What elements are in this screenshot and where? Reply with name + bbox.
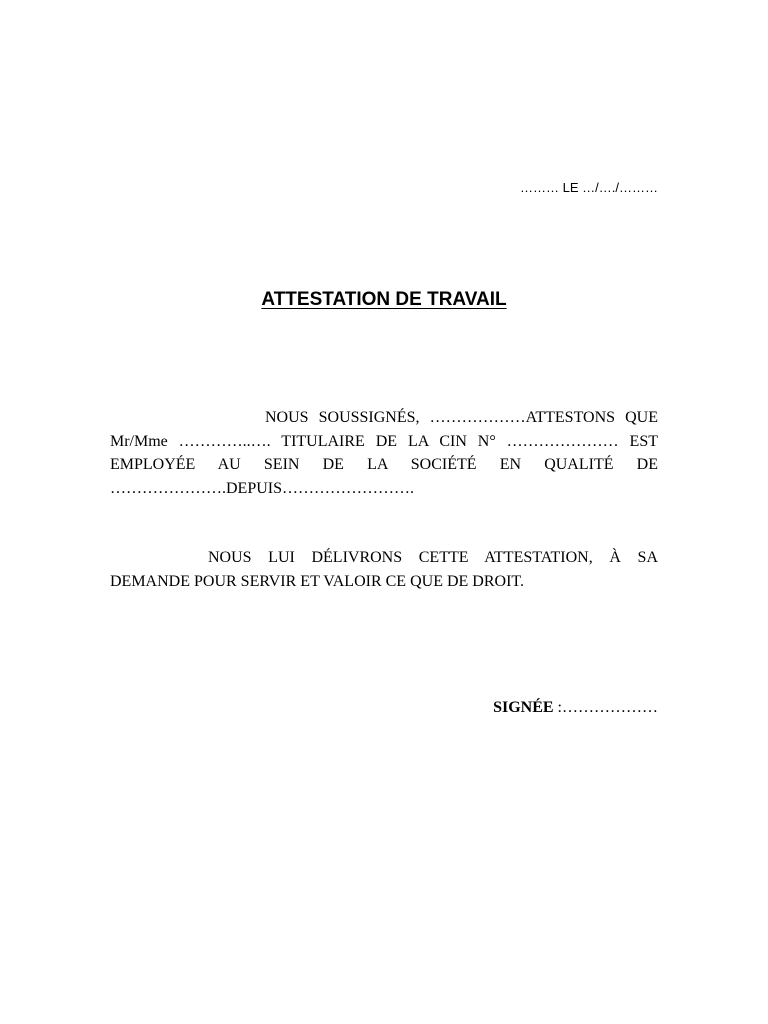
signature-line bbox=[493, 699, 658, 717]
signature-value: :……………… bbox=[553, 699, 658, 716]
delivery-paragraph: NOUS LUI DÉLIVRONS CETTE ATTESTATION, À SA DEMANDE POUR SERVIR ET VALOIR CE QUE DE DROIT. bbox=[110, 549, 658, 590]
attestation-paragraph: NOUS SOUSSIGNÉS, ………………ATTESTONS QUE Mr/Mme …………..…. TITULAIRE DE LA CIN N° ………………… EST EMPLOYÉE AU SEIN DE LA SOCIÉTÉ EN QUALITÉ DE ………………….DEPUIS……………………. bbox=[110, 409, 658, 497]
signature-label: SIGNÉE bbox=[493, 699, 554, 716]
document-title: ATTESTATION DE TRAVAIL bbox=[261, 289, 507, 310]
date-line: ……… LE …/…./……… bbox=[520, 180, 658, 195]
